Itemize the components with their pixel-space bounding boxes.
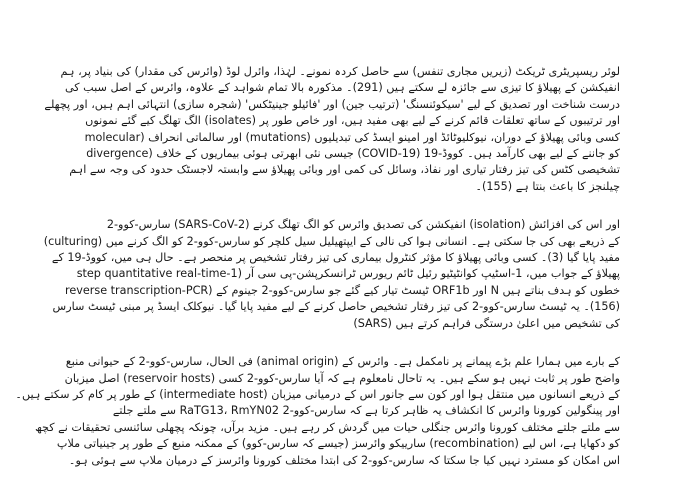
text-line: لوئر ریسپریٹری ٹریکٹ (زیریں مجاری تنفس) سے حاصل کردہ نمونے۔ لہٰذا، وائرل لوڈ (وائرس کی مقدار) کی بنیاد پر، ہم — [60, 65, 620, 78]
text-line: اور پینگولین کورونا وائرس کا انکشاف یہ ظاہر کرتا ہے کہ سارس-کوو-2 RaTG13، RmYN02 سے ملتے جلتے — [112, 404, 620, 418]
text-line: reverse transcription-PCR) ٹیسٹ تیار کیے گئے جو سارس-کوو-2 جینوم کے ORF1b اور N خطوں کو ہدف بناتے ہیں — [65, 283, 620, 297]
paragraph-animal-origin — [15, 354, 620, 469]
text-line: اس امکان کو مسترد نہیں کیا جا سکتا کہ سارس-کوو-2 کی ابتدا مختلف کورونا وائرسز کے درمیان ملاپ سے ہوئی ہو۔ — [68, 453, 620, 467]
paragraph-virus-isolation — [43, 217, 620, 332]
text-line: step quantitative real-time-پھیلاؤ کے جواب میں، 1-اسٹیپ کوانٹیٹیو رئیل ٹائم ریورس ٹرانسکرپشن-پی سی آر (1 — [76, 267, 620, 281]
text-line: سے ملتے جلتے مختلف کورونا وائرس جنگلی حیات میں گردش کر رہے ہیں۔ مزید برآں، چونکہ پچھلی سائنسی تحقیقات نے کچھ — [34, 420, 620, 434]
text-line: کے ذریعے انسانوں میں منتقل ہوا اور کون سے جانور اس کے درمیانی میزبان (intermediate host) کے طور پر کام کر سکتے ہیں۔ — [15, 387, 620, 401]
text-line: واضح طور پر ثابت نہیں ہو سکے ہیں۔ یہ تاحال نامعلوم ہے کہ آیا سارس-کوو-2 کسی (reservoir hosts) اصل میزبان — [64, 371, 620, 385]
text-line: divergence) جیسی نئی ابھرتی ہوئی بیماریوں کے خلاف (COVID-19) کو جاننے کے لیے بھی کارآمد ہیں۔ کووڈ-19 — [86, 147, 620, 161]
text-line: اور ترتیبوں کے ساتھ تعلقات قائم کرنے کے لیے بھی مفید ہیں، اور خاص طور پر (isolates) الگ تھلگ کیے گئے نمونوں — [85, 114, 620, 128]
text-line: کے بارے میں ہمارا علم بڑے پیمانے پر نامکمل ہے۔ وائرس کے (animal origin) فی الحال، سارس-کوو-2 کے حیوانی منبع — [65, 355, 620, 369]
text-line: molecular) اور سالماتی انحراف (mutations) کسی وبائی پھیلاؤ کے دوران، نیوکلیوٹائڈ اور امینو ایسڈ کی تبدیلیوں — [84, 130, 620, 144]
text-line: درست شناخت اور تصدیق کے لیے 'سیکوئنسنگ' (ترتیب جین) اور 'فائیلو جینیٹکس' (شجرہ سازی) انتہائی اہم ہیں، اور پچھلے — [44, 97, 620, 111]
text-line: کے ذریعے بھی کی جا سکتی ہے۔ انسانی ہوا کی نالی کے ایپتھیلیل سیل کلچر کو سارس-کوو-2 کو الگ کرنے میں (culturing) — [43, 234, 620, 248]
text-line: تشخیصی کٹس کی تیز رفتار تیاری اور نفاذ، وسائل کی کمی اور وبائی پھیلاؤ سے وابستہ لاجسٹک حدود کی وجہ سے اہم — [69, 163, 620, 177]
text-line: انفیکشن کے پھیلاؤ کا تیزی سے جائزہ لے سکتے ہیں (291)۔ مذکورہ بالا تمام شواہد کے علاوہ، وائرس کے اصل سبب کی — [64, 81, 620, 95]
text-line: مفید پایا گیا (3)۔ کسی وبائی پھیلاؤ کا مؤثر کنٹرول بیماری کی تیز رفتار تشخیص پر منحصر ہے۔ حال ہی میں، کووڈ-19 کے — [51, 251, 620, 265]
text-line: (SARS) کی تشخیص میں اعلیٰ درستگی فراہم کرتے ہیں — [353, 316, 620, 330]
text-line: (156)۔ یہ ٹیسٹ سارس-کوو-2 کی تیز رفتار تشخیص حاصل کرنے کے لیے مفید پایا گیا۔ نیوکلک ایسڈ پر مبنی ٹیسٹ سارس — [52, 300, 620, 314]
document-body — [15, 64, 620, 491]
paragraph-viral-load-sequencing — [44, 64, 620, 195]
text-line: چیلنجز کا باعث بنتا ہے (155)۔ — [475, 179, 620, 193]
text-line: اور اس کی افزائش (isolation) انفیکشن کی تصدیق وائرس کو الگ تھلگ کرنے (SARS-CoV-2) سارس-کوو-2 — [106, 218, 620, 232]
text-line: کو دکھایا ہے، اس لیے (recombination) سارییکو وائرسز (جیسے کہ سارس-کوو) کے ممکنہ منبع کے طور پر جینیاتی ملاپ — [56, 437, 620, 451]
